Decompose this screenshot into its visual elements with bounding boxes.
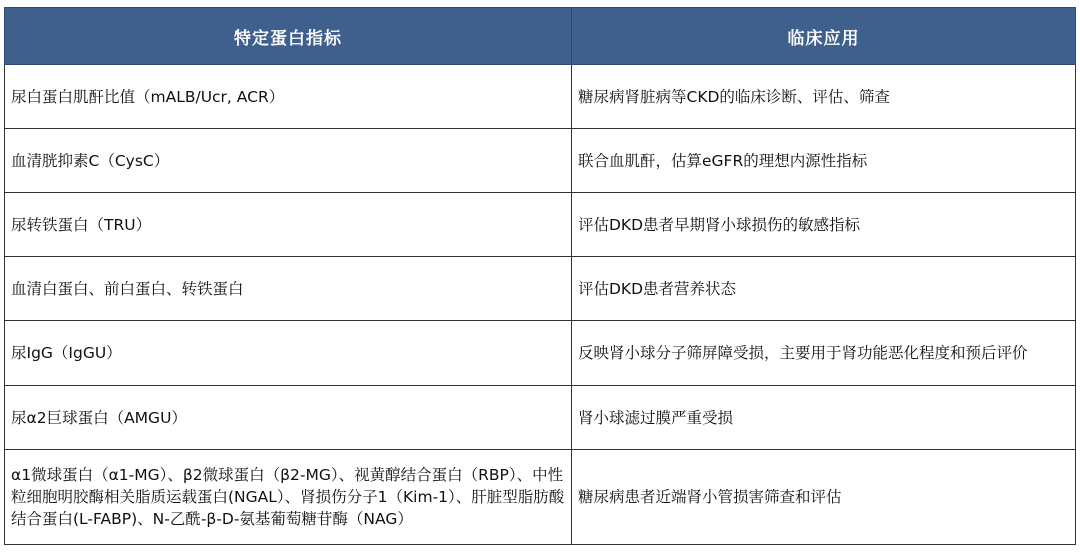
table-header-row (5, 8, 1076, 65)
header-application: 临床应用 (572, 8, 1076, 65)
table-row (5, 257, 1076, 321)
indicator-cell: 血清胱抑素C（CysC） (5, 129, 572, 193)
application-cell: 联合血肌酐，估算eGFR的理想内源性指标 (572, 129, 1076, 193)
header-indicator: 特定蛋白指标 (5, 8, 572, 65)
table-row (5, 129, 1076, 193)
application-cell: 反映肾小球分子筛屏障受损，主要用于肾功能恶化程度和预后评价 (572, 321, 1076, 386)
application-cell: 评估DKD患者早期肾小球损伤的敏感指标 (572, 193, 1076, 257)
table-row (5, 321, 1076, 386)
application-cell: 评估DKD患者营养状态 (572, 257, 1076, 321)
indicator-cell: 尿转铁蛋白（TRU） (5, 193, 572, 257)
table-row (5, 193, 1076, 257)
indicator-cell: 血清白蛋白、前白蛋白、转铁蛋白 (5, 257, 572, 321)
protein-indicator-table (4, 7, 1076, 545)
application-cell: 肾小球滤过膜严重受损 (572, 386, 1076, 450)
indicator-cell: α1微球蛋白（α1-MG）、β2微球蛋白（β2-MG）、视黄醇结合蛋白（RBP）、中性粒细胞明胶酶相关脂质运载蛋白(NGAL）、肾损伤分子1（Kim-1）、肝脏型脂肪酸结合蛋白(L-FABP)、N-乙酰-β-D-氨基葡萄糖苷酶（NAG） (5, 450, 572, 545)
table-row (5, 386, 1076, 450)
protein-indicator-table-wrapper (4, 7, 1075, 545)
indicator-cell: 尿白蛋白肌酐比值（mALB/Ucr, ACR） (5, 65, 572, 129)
table-row (5, 450, 1076, 545)
indicator-cell: 尿α2巨球蛋白（AMGU） (5, 386, 572, 450)
application-cell: 糖尿病肾脏病等CKD的临床诊断、评估、筛查 (572, 65, 1076, 129)
indicator-cell: 尿IgG（IgGU） (5, 321, 572, 386)
table-row (5, 65, 1076, 129)
application-cell: 糖尿病患者近端肾小管损害筛查和评估 (572, 450, 1076, 545)
